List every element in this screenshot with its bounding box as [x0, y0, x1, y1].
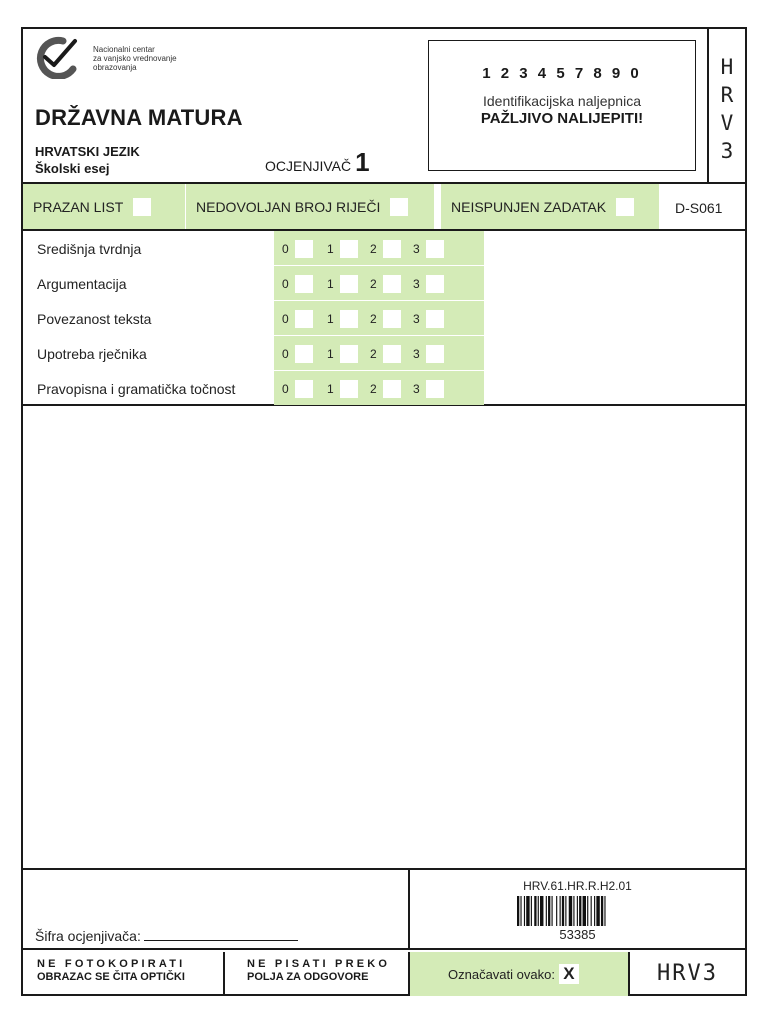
score-option	[327, 275, 358, 293]
barcode-bar	[604, 896, 605, 926]
grader-number: 1	[355, 147, 370, 177]
barcode-bar	[587, 896, 588, 926]
score-value: 2	[370, 347, 377, 361]
marking-label: Označavati ovako:	[448, 966, 555, 982]
score-checkbox[interactable]	[295, 275, 313, 293]
side-code-letter: V	[720, 111, 734, 135]
org-line: Nacionalni centar	[93, 45, 155, 54]
score-value: 2	[370, 312, 377, 326]
barcode-bar	[582, 896, 585, 926]
id-sticker-area	[428, 40, 696, 171]
footer-subject-code: HRV3	[628, 952, 745, 996]
barcode-bar	[565, 896, 566, 926]
score-option	[413, 345, 444, 363]
barcode-bar	[520, 896, 521, 926]
criterion-row	[23, 336, 745, 371]
score-checkbox[interactable]	[426, 240, 444, 258]
score-checkbox[interactable]	[340, 345, 358, 363]
score-value: 2	[370, 277, 377, 291]
score-checkbox[interactable]	[383, 240, 401, 258]
criterion-label: Središnja tvrdnja	[37, 241, 142, 257]
score-value: 0	[282, 242, 289, 256]
not-enough-words-checkbox[interactable]	[390, 198, 408, 216]
barcode-text: HRV.61.HR.R.H2.01	[523, 879, 632, 893]
score-option	[413, 275, 444, 293]
flag-empty-sheet	[23, 184, 185, 229]
exam-title: DRŽAVNA MATURA	[35, 105, 243, 130]
grader-id-input-line[interactable]	[144, 929, 298, 941]
barcode-bar	[559, 896, 560, 926]
score-options	[274, 336, 484, 370]
barcode-bar	[548, 896, 550, 926]
score-value: 0	[282, 382, 289, 396]
criterion-label: Pravopisna i gramatička točnost	[37, 381, 236, 397]
org-line: obrazovanja	[93, 63, 137, 72]
form-header	[23, 29, 745, 184]
score-checkbox[interactable]	[340, 275, 358, 293]
barcode-bar	[596, 896, 599, 926]
score-option	[413, 380, 444, 398]
score-value: 1	[327, 277, 334, 291]
flag-not-enough-words	[186, 184, 434, 229]
barcode-bar	[568, 896, 571, 926]
exam-form	[21, 27, 747, 996]
form-footer	[23, 952, 745, 996]
score-checkbox[interactable]	[383, 275, 401, 293]
grader-id-label: Šifra ocjenjivača:	[35, 928, 141, 944]
notice-line: NE PISATI PREKO	[247, 958, 391, 970]
score-option	[370, 275, 401, 293]
score-value: 1	[327, 242, 334, 256]
score-options	[274, 266, 484, 300]
score-value: 0	[282, 312, 289, 326]
score-option	[413, 240, 444, 258]
score-value: 2	[370, 242, 377, 256]
barcode-bar	[537, 896, 538, 926]
criterion-row	[23, 266, 745, 301]
barcode-bar	[579, 896, 581, 926]
no-copy-notice	[23, 952, 225, 996]
notice-line: POLJA ZA ODGOVORE	[247, 971, 369, 983]
score-value: 1	[327, 382, 334, 396]
score-value: 1	[327, 312, 334, 326]
score-value: 3	[413, 382, 420, 396]
no-write-notice	[227, 952, 408, 996]
criterion-row	[23, 371, 745, 406]
barcode-bar	[530, 896, 531, 926]
score-value: 3	[413, 277, 420, 291]
score-option	[370, 345, 401, 363]
score-checkbox[interactable]	[426, 275, 444, 293]
score-option	[370, 380, 401, 398]
score-checkbox[interactable]	[383, 345, 401, 363]
score-option	[327, 380, 358, 398]
score-checkbox[interactable]	[295, 380, 313, 398]
grader-id-section	[23, 870, 745, 950]
score-checkbox[interactable]	[295, 345, 313, 363]
side-code-letter: 3	[720, 139, 734, 163]
criterion-label: Povezanost teksta	[37, 311, 152, 327]
score-option	[370, 310, 401, 328]
score-checkbox[interactable]	[426, 380, 444, 398]
side-code-letter: H	[720, 55, 734, 79]
score-checkbox[interactable]	[340, 310, 358, 328]
barcode-section	[408, 870, 745, 950]
score-option	[282, 310, 313, 328]
barcode-number: 53385	[559, 927, 596, 942]
barcode-bar	[526, 896, 529, 926]
side-subject-code	[707, 29, 745, 184]
status-flags-row	[23, 184, 745, 231]
side-code-letter: R	[720, 83, 734, 107]
criterion-row	[23, 231, 745, 266]
x-mark-icon: X	[559, 964, 579, 984]
barcode-bar	[594, 896, 595, 926]
score-option	[327, 240, 358, 258]
score-value: 0	[282, 277, 289, 291]
grader-indicator	[265, 147, 370, 178]
barcode-icon	[517, 896, 639, 926]
sticker-note: Identifikacijska naljepnica	[483, 93, 641, 109]
barcode-bar	[551, 896, 552, 926]
score-options	[274, 301, 484, 335]
ncvvo-logo-icon	[33, 35, 83, 79]
criterion-label: Upotreba rječnika	[37, 346, 147, 362]
flag-label: PRAZAN LIST	[33, 198, 124, 215]
grader-id-field	[35, 928, 298, 944]
barcode-bar	[534, 896, 536, 926]
barcode-bar	[590, 896, 591, 926]
barcode-bar	[517, 896, 519, 926]
score-options	[274, 371, 484, 405]
sticker-code: 1 2 3 4 5 7 8 9 0	[482, 65, 642, 82]
score-option	[282, 275, 313, 293]
score-checkbox[interactable]	[426, 345, 444, 363]
score-checkbox[interactable]	[383, 310, 401, 328]
score-checkbox[interactable]	[340, 240, 358, 258]
notice-line: OBRAZAC SE ČITA OPTIČKI	[37, 971, 185, 983]
barcode-bar	[556, 896, 557, 926]
score-option	[327, 310, 358, 328]
score-options	[274, 231, 484, 265]
barcode-bar	[600, 896, 602, 926]
org-line: za vanjsko vrednovanje	[93, 54, 177, 63]
barcode-bar	[561, 896, 563, 926]
flag-label: NEDOVOLJAN BROJ RIJEČI	[196, 198, 381, 215]
score-checkbox[interactable]	[340, 380, 358, 398]
score-option	[413, 310, 444, 328]
score-value: 0	[282, 347, 289, 361]
marking-instruction	[408, 952, 628, 996]
grading-criteria	[23, 231, 745, 406]
score-value: 3	[413, 242, 420, 256]
notes-area[interactable]	[23, 406, 745, 870]
barcode-bar	[573, 896, 574, 926]
score-option	[282, 345, 313, 363]
score-option	[370, 240, 401, 258]
essay-type: Školski esej	[35, 161, 110, 176]
score-value: 3	[413, 347, 420, 361]
grader-label: OCJENJIVAČ	[265, 158, 352, 174]
organization-name	[93, 45, 223, 72]
score-checkbox[interactable]	[426, 310, 444, 328]
score-option	[282, 380, 313, 398]
score-checkbox[interactable]	[383, 380, 401, 398]
document-code: D-S061	[675, 200, 723, 216]
task-not-done-checkbox[interactable]	[616, 198, 634, 216]
flag-task-not-done	[441, 184, 659, 229]
empty-sheet-checkbox[interactable]	[133, 198, 151, 216]
score-value: 2	[370, 382, 377, 396]
score-value: 3	[413, 312, 420, 326]
notice-line: NE FOTOKOPIRATI	[37, 958, 186, 970]
criterion-row	[23, 301, 745, 336]
subject-name: HRVATSKI JEZIK	[35, 144, 140, 159]
score-value: 1	[327, 347, 334, 361]
barcode-bar	[576, 896, 577, 926]
score-checkbox[interactable]	[295, 240, 313, 258]
barcode-bar	[540, 896, 543, 926]
score-option	[327, 345, 358, 363]
sticker-warning: PAŽLJIVO NALIJEPITI!	[480, 110, 644, 127]
flag-label: NEISPUNJEN ZADATAK	[451, 198, 607, 215]
criterion-label: Argumentacija	[37, 276, 127, 292]
barcode-bar	[545, 896, 546, 926]
barcode-bar	[523, 896, 524, 926]
score-option	[282, 240, 313, 258]
score-checkbox[interactable]	[295, 310, 313, 328]
